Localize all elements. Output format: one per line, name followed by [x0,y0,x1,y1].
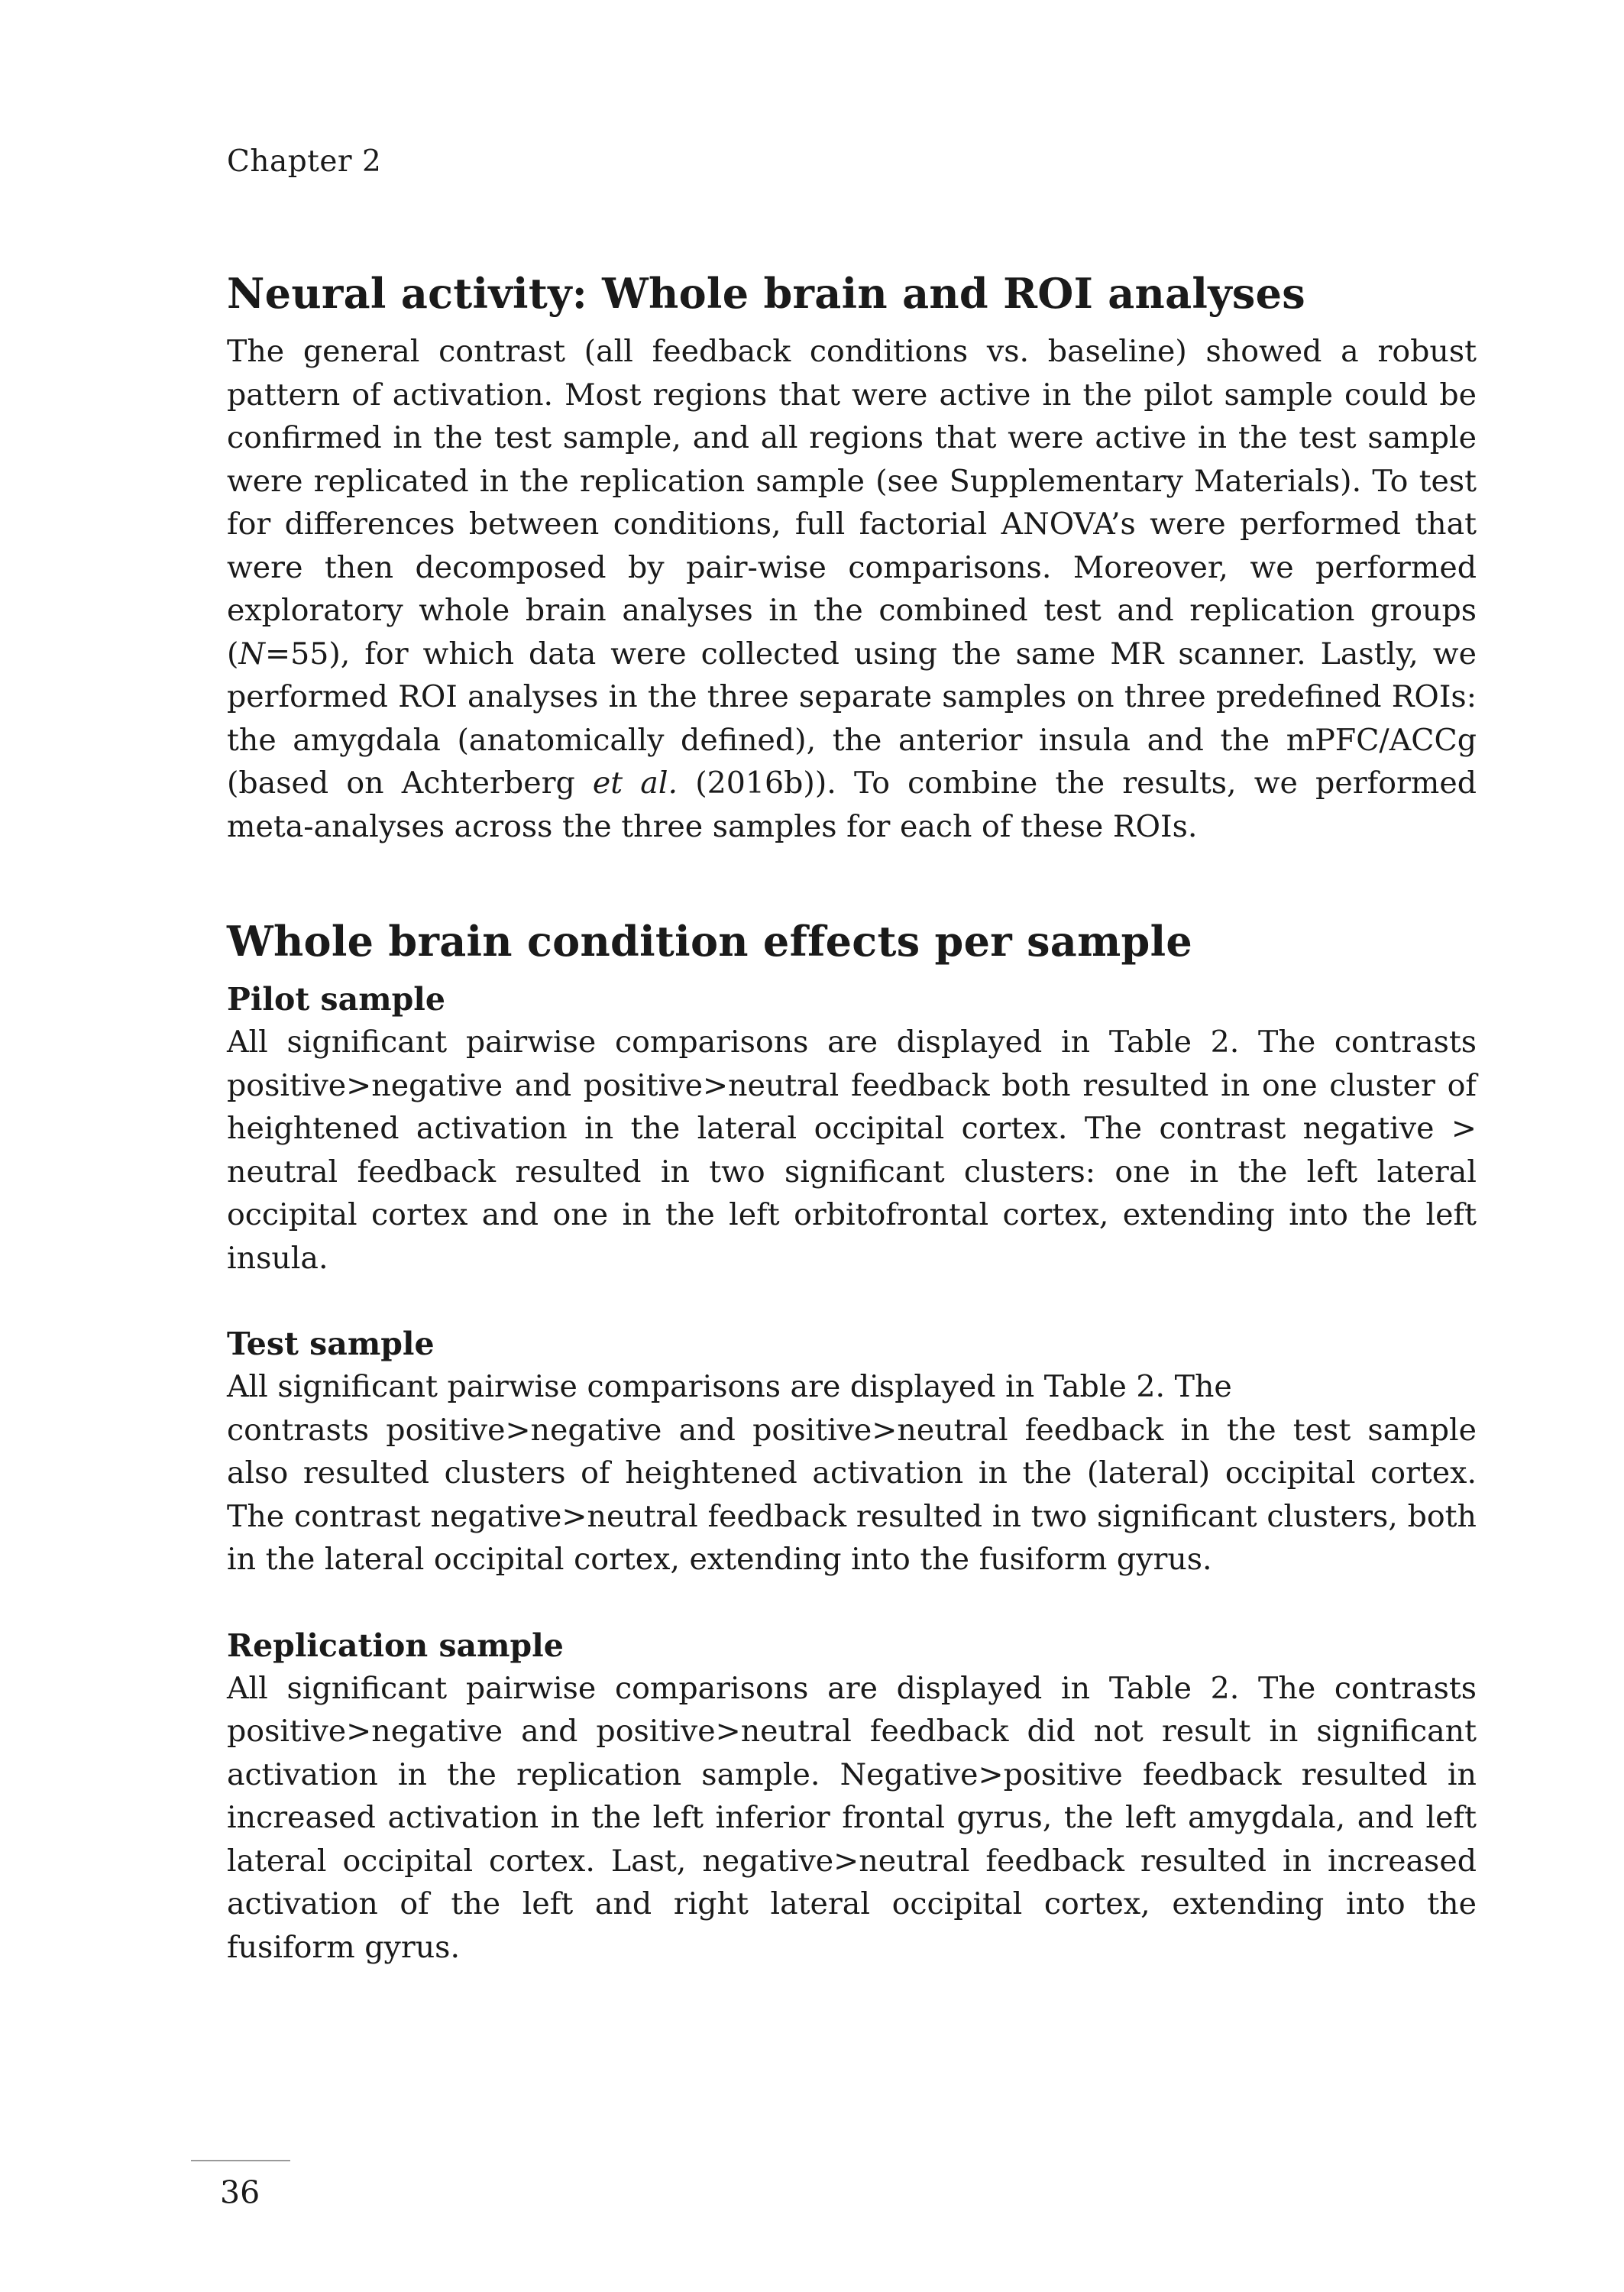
neural-activity-text-b: =55), for which data were collected using the same MR scanner. Lastly, we performed ROI analyses in the three separate samples on three predefined ROIs: the amygdala (anatomically defined), the anterior insula and the mPFC/ACCg (based on Achterberg [227,636,1477,801]
subheading-pilot-sample: Pilot sample [227,981,445,1018]
subsection-spacer [227,1280,1477,1322]
neural-activity-paragraph [227,330,1477,848]
neural-activity-text-c: (2016b)). To combine the results, we performed meta-analyses across the three samples for each of these ROIs. [227,766,1477,844]
neural-activity-text-a: The general contrast (all feedback conditions vs. baseline) showed a robust pattern of activation. Most regions that were active in the pilot sample could be confirmed in the test sample, and all regions that were active in the test sample were replicated in the replication sample (see Supplementary Materials). To test for differences between conditions, full factorial ANOVA’s were performed that were then decomposed by pair-wise comparisons. Moreover, we performed exploratory whole brain analyses in the combined test and replication groups ( [227,334,1477,672]
subsection-spacer [227,1581,1477,1624]
replication-sample-paragraph: All significant pairwise comparisons are displayed in Table 2. The contrasts positive>negative and positive>neutral feedback did not result in significant activation in the replication sample. Negative>positive feedback resulted in increased activation in the left inferior frontal gyrus, the left amygdala, and left lateral occipital cortex. Last, negative>neutral feedback resulted in increased activation of the left and right lateral occipital cortex, extending into the fusiform gyrus. [227,1670,1477,1965]
section-spacer [227,848,1477,915]
subheading-test-sample: Test sample [227,1326,435,1362]
running-head: Chapter 2 [227,144,382,179]
section-heading-neural-activity: Neural activity: Whole brain and ROI analyses [227,269,1305,318]
test-sample-first-line: All significant pairwise comparisons are displayed in Table 2. The [227,1369,1232,1404]
test-sample-paragraph: contrasts positive>negative and positive>neutral feedback in the test sample also resulted clusters of heightened activation in the (lateral) occipital cortex. The contrast negative>neutral feedback resulted in two significant clusters, both in the lateral occipital cortex, extending into the fusiform gyrus. [227,1412,1477,1577]
n-symbol: N [238,636,265,672]
page-body [227,267,1477,1969]
et-al: et al. [592,766,678,801]
footer-rule [191,2160,290,2161]
pilot-sample-paragraph: All significant pairwise comparisons are displayed in Table 2. The contrasts positive>negative and positive>neutral feedback both resulted in one cluster of heightened activation in the lateral occipital cortex. The contrast negative > neutral feedback resulted in two significant clusters: one in the left lateral occipital cortex and one in the left orbitofrontal cortex, extending into the left insula. [227,1025,1477,1276]
page-number: 36 [220,2174,260,2211]
section-heading-whole-brain: Whole brain condition effects per sample [227,917,1193,966]
subheading-replication-sample: Replication sample [227,1627,564,1664]
